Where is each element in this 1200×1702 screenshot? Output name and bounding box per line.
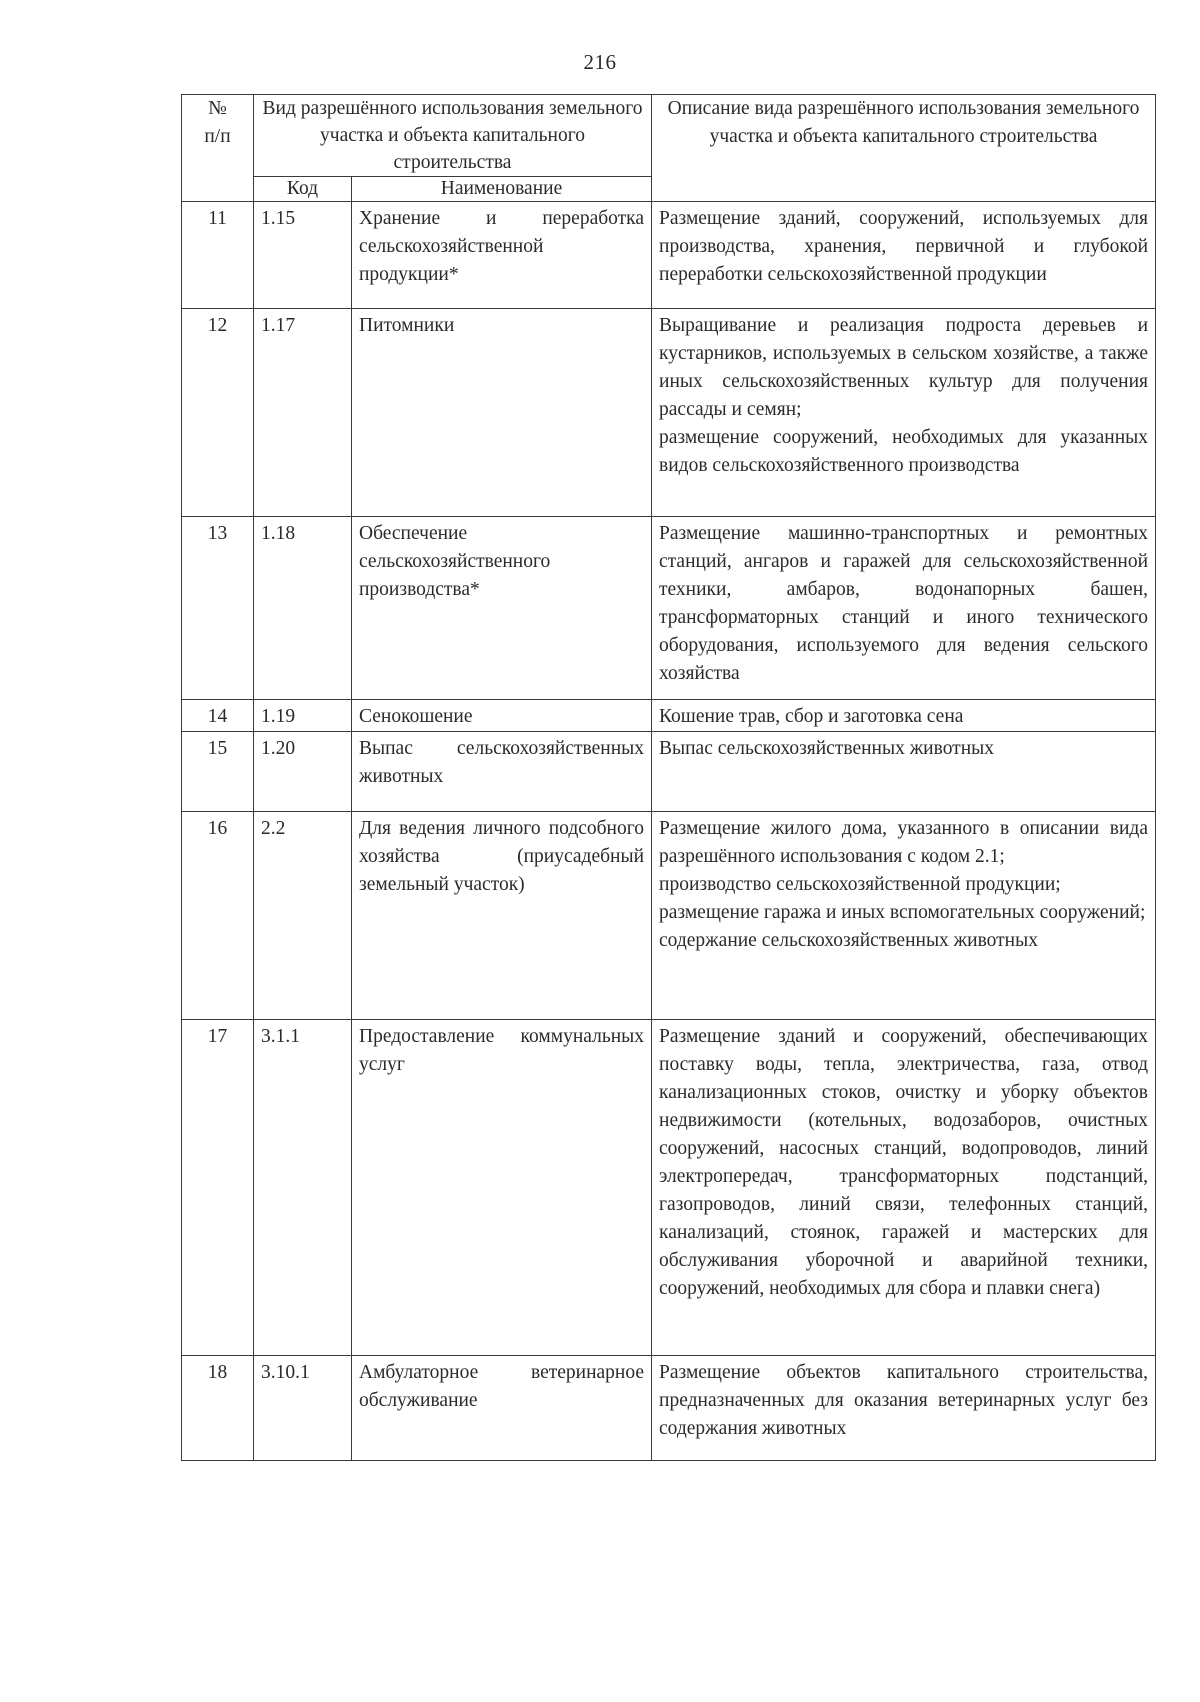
header-permitted-use-group (254, 95, 652, 177)
row-number-cell: 18 (182, 1356, 254, 1461)
row-number-cell: 13 (182, 517, 254, 700)
row-code-cell: 1.20 (254, 732, 352, 812)
header-number-cell (182, 95, 254, 202)
description-paragraph: Выращивание и реализация подроста деревьев и кустарников, используемых в сельском хозяйстве, а также иных сельскохозяйственных культур для получения рассады и семян; (659, 315, 1149, 420)
description-paragraph: размещение гаража и иных вспомогательных сооружений; (659, 902, 1146, 923)
row-description-cell (652, 732, 1156, 812)
table-row (182, 700, 1156, 732)
description-paragraph: Размещение машинно-транспортных и ремонтных станций, ангаров и гаражей для сельскохозяйственной техники, амбаров, водонапорных башен, трансформаторных станций и иного технического оборудования, используемого для ведения сельского хозяйства (659, 523, 1149, 684)
row-name-cell: Амбулаторное ветеринарное обслуживание (352, 1356, 652, 1461)
row-name-cell: Для ведения личного подсобного хозяйства (приусадебный земельный участок) (352, 812, 652, 1020)
table-header-row (182, 95, 1156, 177)
description-paragraph: размещение сооружений, необходимых для указанных видов сельскохозяйственного производства (659, 427, 1149, 476)
row-description-cell (652, 1356, 1156, 1461)
row-description-cell (652, 700, 1156, 732)
header-name-label: Наименование (440, 178, 563, 199)
land-use-table (181, 94, 1156, 1461)
row-code-cell: 1.17 (254, 309, 352, 517)
row-name-cell: Хранение и переработка сельскохозяйственной продукции* (352, 202, 652, 309)
table-row (182, 812, 1156, 1020)
row-number-cell: 14 (182, 700, 254, 732)
row-code-cell: 3.10.1 (254, 1356, 352, 1461)
row-number-cell: 16 (182, 812, 254, 1020)
header-code-cell (254, 177, 352, 202)
description-paragraph: Размещение жилого дома, указанного в описании вида разрешённого использования с кодом 2.1; (659, 818, 1149, 867)
header-name-cell (352, 177, 652, 202)
table-row (182, 202, 1156, 309)
row-code-cell: 3.1.1 (254, 1020, 352, 1356)
description-paragraph: Размещение зданий и сооружений, обеспечивающих поставку воды, тепла, электричества, газа, отвод канализационных стоков, очистку и уборку объектов недвижимости (котельных, водозаборов, очистных сооружений, насосных станций, водопроводов, линий электропередач, трансформаторных подстанций, газопроводов, линий связи, телефонных станций, канализаций, стоянок, гаражей и мастерских для обслуживания уборочной и аварийной техники, сооружений, необходимых для сбора и плавки снега) (659, 1026, 1149, 1299)
row-number-cell: 12 (182, 309, 254, 517)
description-paragraph: содержание сельскохозяйственных животных (659, 930, 1038, 951)
header-code-label: Код (286, 178, 319, 199)
row-code-cell: 2.2 (254, 812, 352, 1020)
table-row (182, 517, 1156, 700)
description-paragraph: производство сельскохозяйственной продукции; (659, 874, 1061, 895)
row-name-cell: Выпас сельскохозяйственных животных (352, 732, 652, 812)
description-paragraph: Выпас сельскохозяйственных животных (659, 738, 994, 759)
row-code-cell: 1.18 (254, 517, 352, 700)
row-number-cell: 17 (182, 1020, 254, 1356)
row-code-cell: 1.15 (254, 202, 352, 309)
header-description-label: Описание вида разрешённого использования земельного участка и объекта капитального строительства (667, 98, 1140, 147)
row-description-cell (652, 517, 1156, 700)
description-paragraph: Кошение трав, сбор и заготовка сена (659, 706, 964, 727)
row-number-cell: 11 (182, 202, 254, 309)
description-paragraph: Размещение зданий, сооружений, используемых для производства, хранения, первичной и глубокой переработки сельскохозяйственной продукции (659, 208, 1149, 285)
row-description-cell (652, 202, 1156, 309)
table-row (182, 732, 1156, 812)
row-number-cell: 15 (182, 732, 254, 812)
row-description-cell (652, 1020, 1156, 1356)
table-row (182, 1020, 1156, 1356)
row-name-cell: Обеспечение сельскохозяйственного производства* (352, 517, 652, 700)
header-permitted-use-label: Вид разрешённого использования земельного участка и объекта капитального строительства (262, 98, 643, 173)
row-description-cell (652, 309, 1156, 517)
header-description-cell (652, 95, 1156, 202)
row-name-cell: Сенокошение (352, 700, 652, 732)
row-name-cell: Питомники (352, 309, 652, 517)
table-row (182, 309, 1156, 517)
header-number-label: № п/п (204, 98, 231, 147)
row-description-cell (652, 812, 1156, 1020)
table-row (182, 1356, 1156, 1461)
description-paragraph: Размещение объектов капитального строительства, предназначенных для оказания ветеринарных услуг без содержания животных (659, 1362, 1149, 1439)
table-body (182, 202, 1156, 1461)
row-name-cell: Предоставление коммунальных услуг (352, 1020, 652, 1356)
page-number: 216 (583, 50, 617, 74)
row-code-cell: 1.19 (254, 700, 352, 732)
